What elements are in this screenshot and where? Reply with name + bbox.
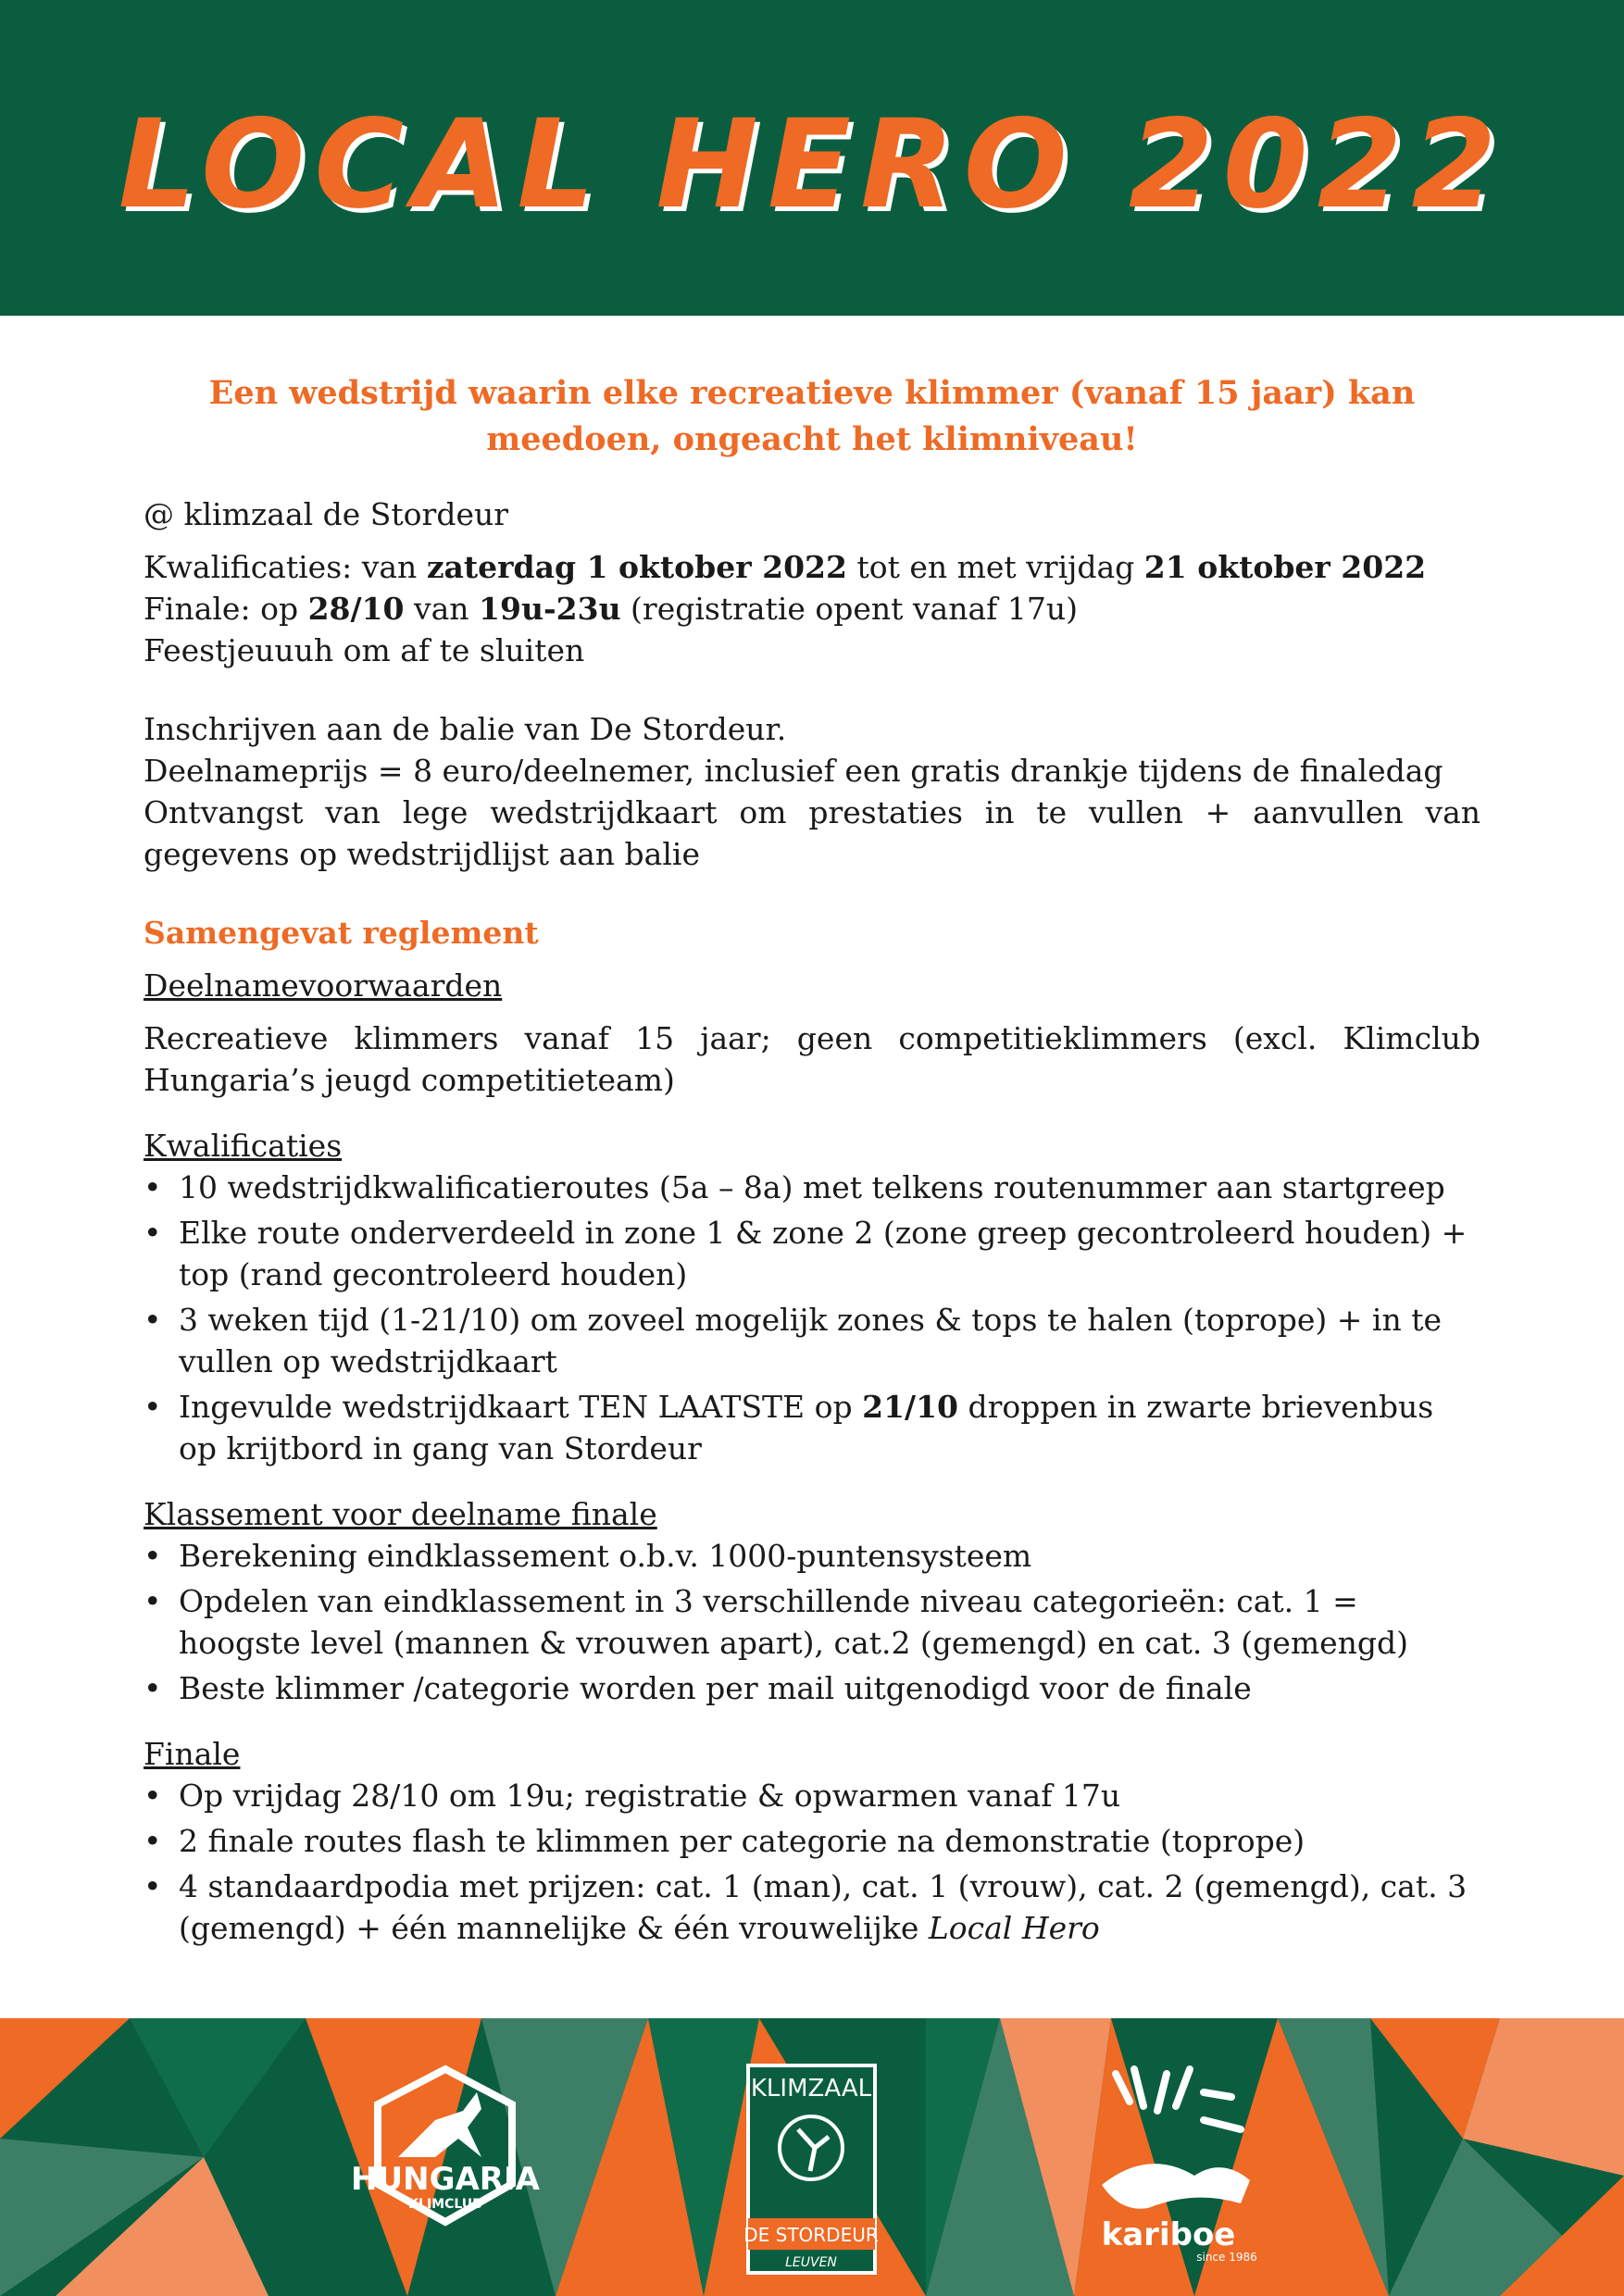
registration-line-3: Ontvangst van lege wedstrijdkaart om prestaties in te vullen + aanvullen van gegevens op wedstrijdlijst aan balie <box>144 794 1480 872</box>
header-banner <box>0 0 1624 316</box>
intro-line-1: Een wedstrijd waarin elke recreatieve klimmer (vanaf 15 jaar) kan <box>208 374 1416 412</box>
qualification-dates: Kwalificaties: van zaterdag 1 oktober 2022 tot en met vrijdag 21 oktober 2022 <box>144 549 1427 585</box>
list-item: • Beste klimmer /categorie worden per mail uitgenodigd voor de finale <box>144 1667 1480 1709</box>
page-title: LOCAL HERO 2022 <box>118 94 1506 236</box>
list-item: • Elke route onderverdeeld in zone 1 & zone 2 (zone greep gecontroleerd houden) + top (rand gecontroleerd houden) <box>144 1212 1480 1295</box>
participation-text: Recreatieve klimmers vanaf 15 jaar; geen competitieklimmers (excl. Klimclub Hungaria’s jeugd competitieteam) <box>144 1020 1480 1098</box>
klimzaal-name: DE STORDEUR <box>743 2224 879 2246</box>
qualifications-list <box>144 1167 1480 1469</box>
final-dates: Finale: op 28/10 van 19u-23u (registratie opent vanaf 17u) <box>144 591 1078 627</box>
final-heading: Finale <box>144 1736 241 1772</box>
list-item: • 4 standaardpodia met prijzen: cat. 1 (man), cat. 1 (vrouw), cat. 2 (gemengd), cat. 3 (gemengd) + één mannelijke & één vrouwelijke Local Hero <box>144 1866 1480 1949</box>
ranking-list <box>144 1535 1480 1709</box>
rules-title: Samengevat reglement <box>144 915 539 951</box>
klimzaal-top: KLIMZAAL <box>750 2075 872 2103</box>
participation-heading: Deelnamevoorwaarden <box>144 967 503 1004</box>
list-item: • 3 weken tijd (1-21/10) om zoveel mogelijk zones & tops te halen (toprope) + in te vullen op wedstrijdkaart <box>144 1299 1480 1382</box>
intro-line-2: meedoen, ongeacht het klimniveau! <box>486 420 1138 458</box>
location: @ klimzaal de Stordeur <box>144 496 509 532</box>
list-item: • 2 finale routes flash te klimmen per categorie na demonstratie (toprope) <box>144 1820 1480 1862</box>
ranking-heading: Klassement voor deelname finale <box>144 1496 657 1532</box>
list-item: • Berekening eindklassement o.b.v. 1000-puntensysteem <box>144 1535 1480 1577</box>
registration-line-1: Inschrijven aan de balie van De Stordeur. <box>144 711 787 747</box>
kariboe-name: kariboe <box>1101 2216 1236 2253</box>
final-list <box>144 1775 1480 1949</box>
kariboe-since: since 1986 <box>1196 2251 1257 2264</box>
footer-pattern <box>0 2018 1624 2296</box>
intro-text <box>148 370 1476 463</box>
list-item: • Opdelen van eindklassement in 3 verschillende niveau categorieën: cat. 1 = hoogste level (mannen & vrouwen apart), cat.2 (gemengd) en cat. 3 (gemengd) <box>144 1580 1480 1664</box>
content <box>144 493 1480 1949</box>
qualifications-heading: Kwalificaties <box>144 1128 343 1164</box>
list-item: • 10 wedstrijdkwalificatieroutes (5a – 8a) met telkens routenummer aan startgreep <box>144 1167 1480 1208</box>
list-item: • Ingevulde wedstrijdkaart TEN LAATSTE op 21/10 droppen in zwarte brievenbus op krijtbord in gang van Stordeur <box>144 1386 1480 1469</box>
klimzaal-logo <box>743 2065 879 2273</box>
list-item: • Op vrijdag 28/10 om 19u; registratie & opwarmen vanaf 17u <box>144 1775 1480 1816</box>
hungaria-sub: KLIMCLUB <box>408 2197 482 2212</box>
registration-line-2: Deelnameprijs = 8 euro/deelnemer, inclusief een gratis drankje tijdens de finaledag <box>144 753 1443 789</box>
klimzaal-city: LEUVEN <box>785 2255 837 2270</box>
hungaria-name: HUNGARIA <box>351 2161 540 2198</box>
footer-banner <box>0 2018 1624 2296</box>
party-line: Feestjeuuuh om af te sluiten <box>144 632 585 668</box>
